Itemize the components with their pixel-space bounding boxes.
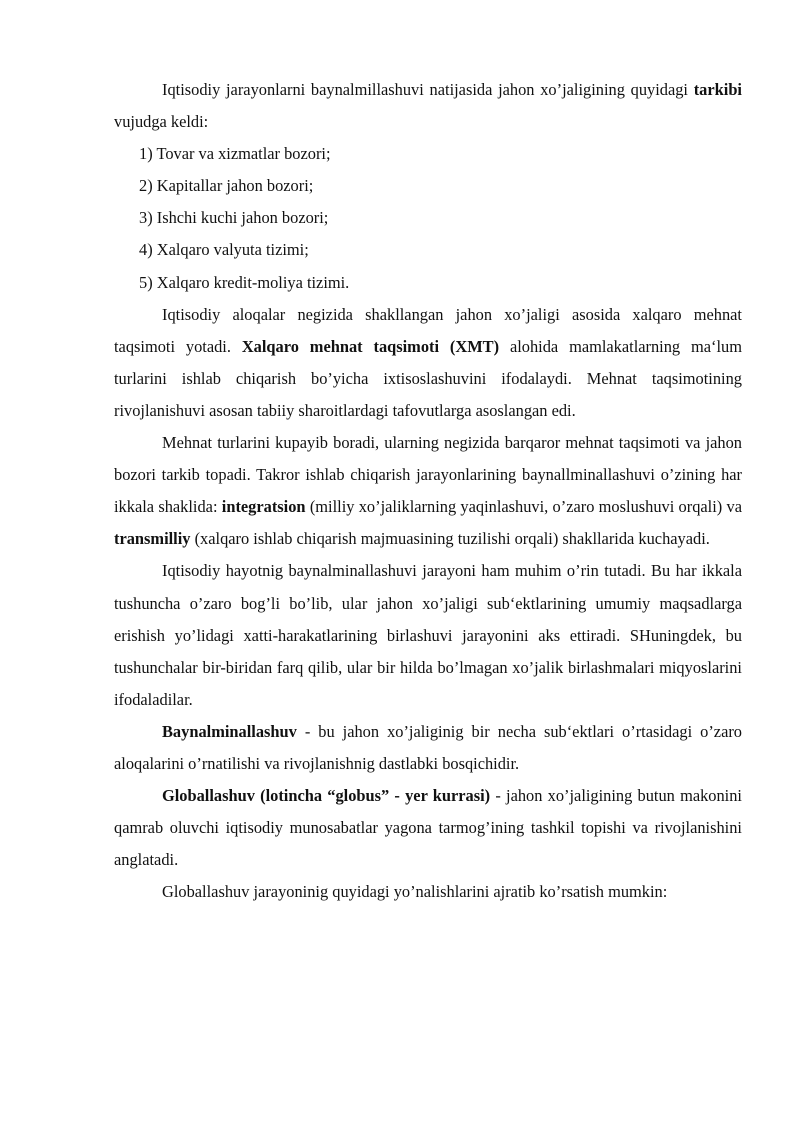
text-span: alohida mamlakatlarning ma‘lum turlarini ishlab chiqarish bo’yicha ixtisoslashuvini ifodalaydi. Mehnat taqsimotining rivojlanishuvi asosan tabiiy sharoitlardagi tafovutlarga asoslangan edi. [114, 336, 742, 420]
text-span: Mehnat turlarini kupayib boradi, ularning negizida barqaror mehnat taqsimoti va jahon bozori tarkib topadi. Takror ishlab chiqarish jarayonlarining baynallminallashuvi o’zining har ikkala shaklida: [114, 433, 742, 517]
bold-term-tarkibi: tarkibi [693, 80, 742, 99]
text-span: vujudga keldi: [114, 112, 209, 132]
bold-term-transmilliy: transmilliy [114, 529, 191, 549]
text-span: (milliy xo’jaliklarning yaqinlashuvi, o’zaro moslushuvi orqali) va [305, 497, 742, 517]
bold-term-xmt: Xalqaro mehnat taqsimoti (XMT) [241, 336, 500, 356]
paragraph-yonalishlar: Globallashuv jarayoninig quyidagi yo’nalishlarini ajratib ko’rsatish mumkin: [162, 882, 668, 902]
bold-term-integratsion: integratsion [221, 497, 306, 517]
paragraph-mehnat [114, 427, 742, 555]
list-item: 4) Xalqaro valyuta tizimi; [139, 240, 309, 260]
text-span: (xalqaro ishlab chiqarish majmuasining tuzilishi orqali) shakllarida kuchayadi. [190, 529, 710, 549]
paragraph-globallashuv [114, 780, 742, 876]
paragraph-intro [114, 74, 742, 138]
list-item: 2) Kapitallar jahon bozori; [139, 176, 314, 196]
text-span: - bu jahon xo’jaliginig bir necha sub‘ektlari o’rtasidagi o’zaro aloqalarini o’rnatilishi va rivojlanishnig dastlabki bosqichidir. [114, 721, 742, 773]
paragraph-hayot: Iqtisodiy hayotnig baynalminallashuvi jarayoni ham muhim o’rin tutadi. Bu har ikkala tushuncha o’zaro bog’li bo’lib, ular jahon xo’jaligi sub‘ektlarining umumiy maqsadlarga erishish yo’lidagi xatti-harakatlarining birlashuvi jarayonini aks ettiradi. SHuningdek, bu tushunchalar bir-biridan farq qilib, ular bir hilda bo’lmagan xo’jalik birlashmalari miqyoslarini ifodaladilar. [114, 561, 742, 709]
bold-term-globallashuv: Globallashuv (lotincha “globus” - yer kurrasi) [162, 786, 491, 806]
text-span: - jahon xo’jaligining butun makonini qamrab oluvchi iqtisodiy munosabatlar yagona tarmog’ining tashkil topishi va rivojlanishini anglatadi. [114, 786, 742, 870]
paragraph-baynalminallashuv [114, 716, 742, 780]
text-span: Iqtisodiy jarayonlarni baynalmillashuvi natijasida jahon xo’jaligining quyidagi [162, 80, 694, 99]
bold-term-baynalminallashuv: Baynalminallashuv [162, 721, 297, 741]
list-item: 1) Tovar va xizmatlar bozori; [139, 144, 331, 164]
paragraph-xmt [114, 299, 742, 427]
list-item: 3) Ishchi kuchi jahon bozori; [139, 208, 329, 228]
list-item: 5) Xalqaro kredit-moliya tizimi. [139, 272, 350, 292]
text-span: Iqtisodiy aloqalar negizida shakllangan jahon xo’jaligi asosida xalqaro mehnat taqsimoti yotadi. [114, 304, 742, 356]
